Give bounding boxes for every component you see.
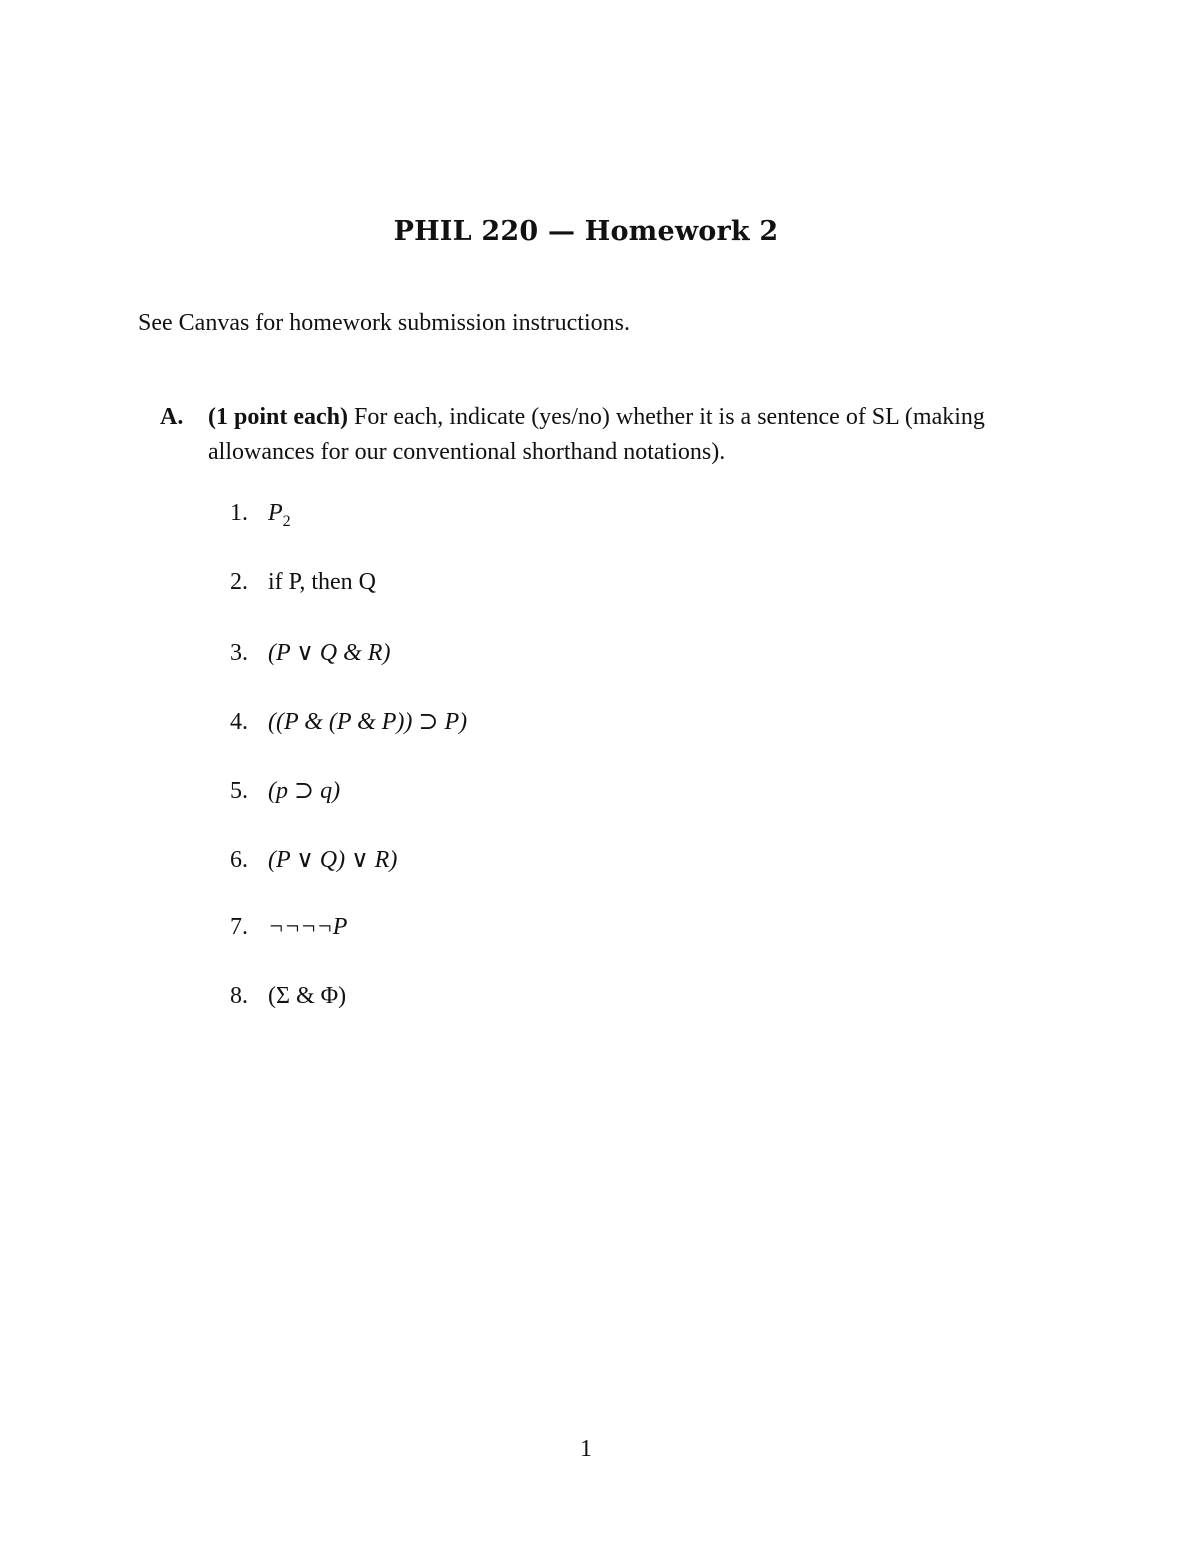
item-number: 3. xyxy=(230,640,248,666)
item-formula: (Σ & Φ) xyxy=(268,983,347,1009)
item-number: 1. xyxy=(230,500,248,526)
intro-text: See Canvas for homework submission instructions. xyxy=(138,310,630,336)
item-number: 2. xyxy=(230,569,248,595)
list-item xyxy=(230,845,397,881)
section-instructions-block xyxy=(208,400,1060,470)
item-number: 7. xyxy=(230,914,248,940)
formula-main: P xyxy=(268,500,283,526)
formula-subscript: 2 xyxy=(282,512,291,530)
item-number: 4. xyxy=(230,709,248,735)
list-item xyxy=(230,500,291,536)
item-formula: (P ∨ Q & R) xyxy=(268,640,391,666)
item-formula: ¬¬¬¬P xyxy=(268,914,348,940)
item-formula: if P, then Q xyxy=(268,569,376,595)
item-formula: ((P & (P & P)) ⊃ P) xyxy=(268,709,468,735)
item-number: 6. xyxy=(230,847,248,873)
section-label: A. xyxy=(160,404,184,430)
list-item xyxy=(230,569,376,605)
item-formula xyxy=(268,500,291,530)
section-instructions: For each, indicate (yes/no) whether it is a sentence of SL (making allowances for our conventional shorthand notations). xyxy=(208,404,985,465)
page-title: PHIL 220 — Homework 2 xyxy=(393,216,779,247)
item-formula: (p ⊃ q) xyxy=(268,778,341,804)
list-item xyxy=(230,983,346,1019)
item-number: 5. xyxy=(230,778,248,804)
list-item xyxy=(230,707,467,743)
section-a xyxy=(160,400,1060,470)
section-points: (1 point each) xyxy=(208,404,348,430)
list-item xyxy=(230,914,347,950)
item-number: 8. xyxy=(230,983,248,1009)
page-number: 1 xyxy=(580,1436,592,1462)
list-item xyxy=(230,776,340,812)
item-formula: (P ∨ Q) ∨ R) xyxy=(268,847,398,873)
list-item xyxy=(230,638,390,674)
